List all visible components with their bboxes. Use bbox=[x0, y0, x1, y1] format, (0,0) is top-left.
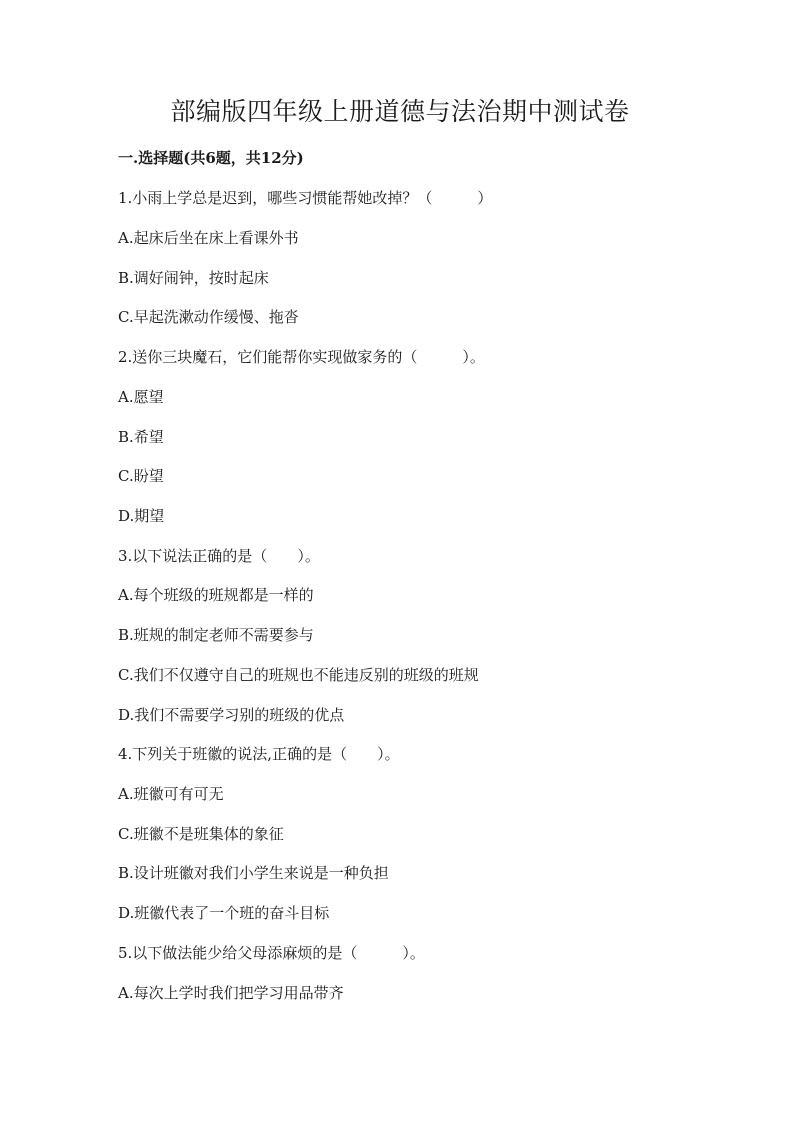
question-4-option-a: A.班徽可有可无 bbox=[118, 785, 224, 803]
question-5: 5.以下做法能少给父母添麻烦的是（ ）。 bbox=[118, 944, 425, 962]
page-title: 部编版四年级上册道德与法治期中测试卷 bbox=[170, 97, 630, 126]
question-2-option-d: D.期望 bbox=[118, 507, 165, 525]
question-3-option-c: C.我们不仅遵守自己的班规也不能违反别的班级的班规 bbox=[118, 666, 479, 684]
question-2-option-b: B.希望 bbox=[118, 428, 164, 446]
question-3: 3.以下说法正确的是（ ）。 bbox=[118, 547, 320, 565]
question-1-option-b: B.调好闹钟，按时起床 bbox=[118, 269, 269, 287]
question-4-option-b: B.设计班徽对我们小学生来说是一种负担 bbox=[118, 864, 389, 882]
question-2: 2.送你三块魔石，它们能帮你实现做家务的（ ）。 bbox=[118, 348, 485, 366]
question-4-option-c: C.班徽不是班集体的象征 bbox=[118, 825, 284, 843]
question-3-option-a: A.每个班级的班规都是一样的 bbox=[118, 586, 314, 604]
question-5-option-a: A.每次上学时我们把学习用品带齐 bbox=[118, 984, 344, 1002]
question-1: 1.小雨上学总是迟到，哪些习惯能帮她改掉？（ ） bbox=[118, 189, 493, 207]
question-3-option-b: B.班规的制定老师不需要参与 bbox=[118, 626, 314, 644]
question-1-option-a: A.起床后坐在床上看课外书 bbox=[118, 229, 299, 247]
question-3-option-d: D.我们不需要学习别的班级的优点 bbox=[118, 706, 345, 724]
question-2-option-a: A.愿望 bbox=[118, 388, 164, 406]
question-1-option-c: C.早起洗漱动作缓慢、拖沓 bbox=[118, 308, 299, 326]
question-4: 4.下列关于班徽的说法,正确的是（ ）。 bbox=[118, 745, 400, 763]
section-heading: 一.选择题(共6题，共12分) bbox=[118, 149, 304, 167]
question-4-option-d: D.班徽代表了一个班的奋斗目标 bbox=[118, 904, 330, 922]
question-2-option-c: C.盼望 bbox=[118, 467, 164, 485]
